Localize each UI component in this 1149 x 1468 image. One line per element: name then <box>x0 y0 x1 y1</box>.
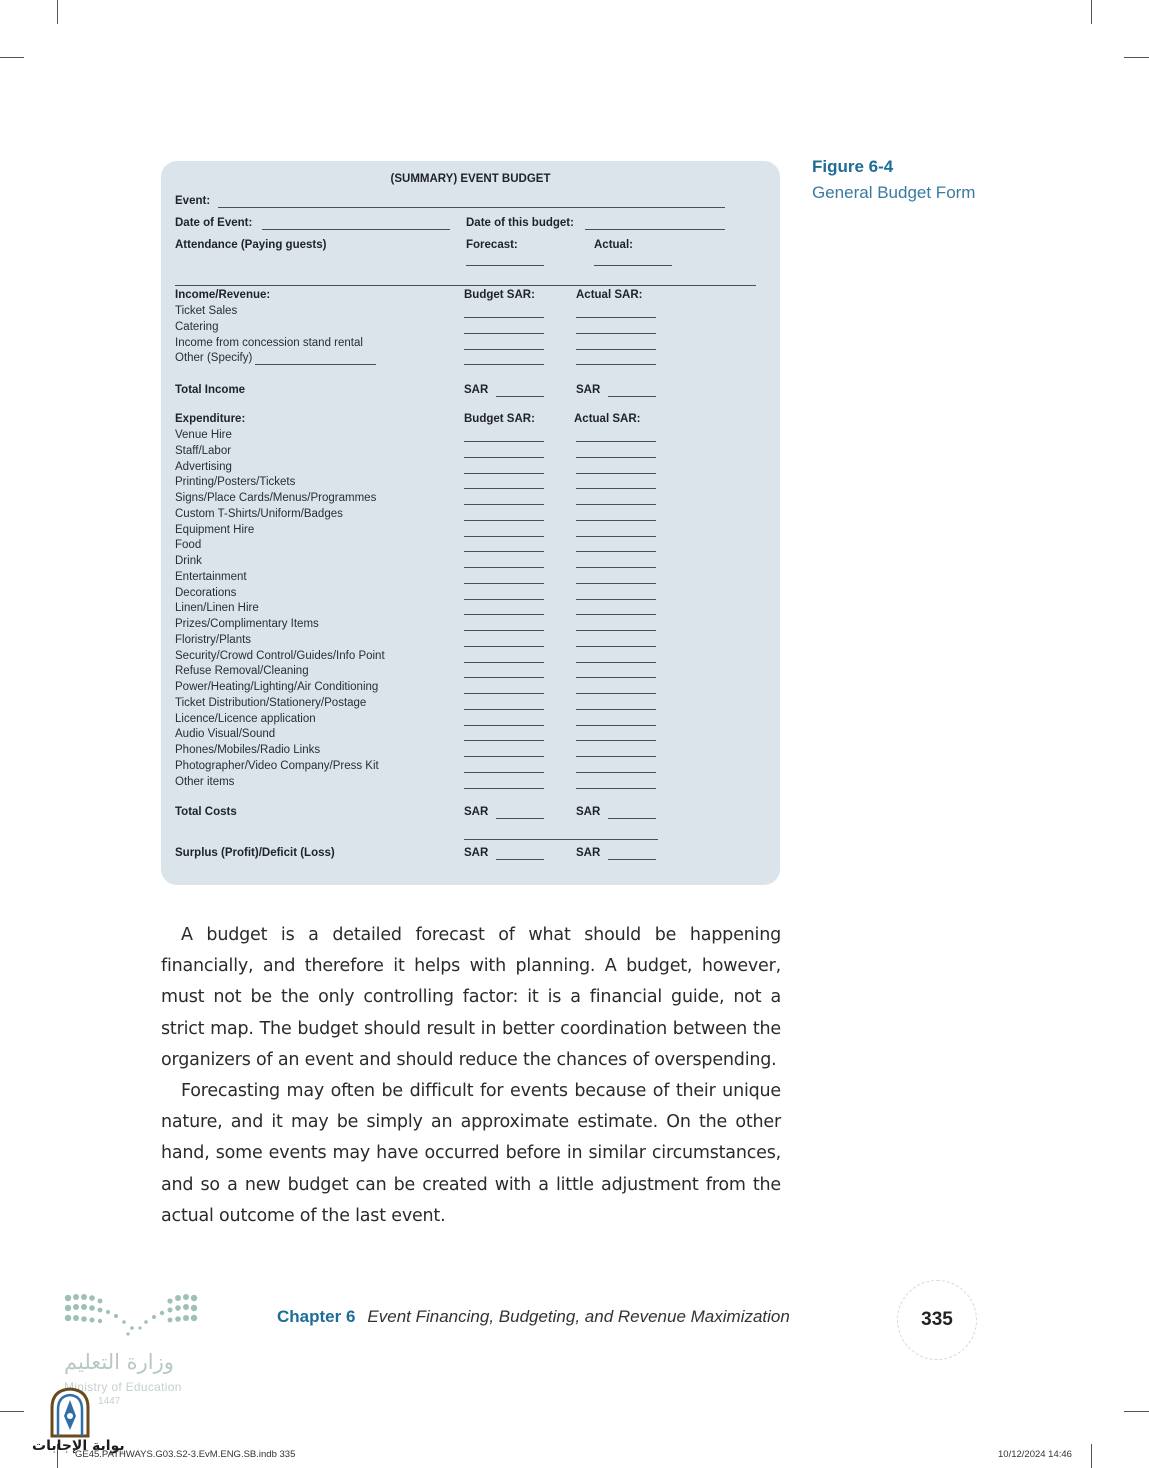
watermark-text: بوابة الإجابات <box>32 1438 125 1454</box>
income-heading: Income/Revenue: <box>175 289 271 301</box>
actual-entry-line <box>576 740 656 741</box>
surplus-actual-line <box>608 859 656 860</box>
budget-entry-line <box>464 583 544 584</box>
actual-entry-line <box>576 488 656 489</box>
surplus-budget-line <box>496 859 544 860</box>
budget-entry-line <box>464 473 544 474</box>
expenditure-item-label: Linen/Linen Hire <box>175 602 259 615</box>
expenditure-item-label: Ticket Distribution/Stationery/Postage <box>175 696 367 709</box>
budget-entry-line <box>464 756 544 757</box>
ministry-name-arabic: وزارة التعليم <box>64 1350 174 1374</box>
expenditure-item-label: Power/Heating/Lighting/Air Conditioning <box>175 681 379 693</box>
expenditure-item-label: Drink <box>175 555 202 567</box>
crop-mark <box>1091 0 1092 24</box>
surplus-actual-currency: SAR <box>576 847 601 859</box>
budget-entry-line <box>464 536 544 537</box>
actual-entry-line <box>576 599 656 600</box>
body-paragraph: Forecasting may often be difficult for events because of their unique nature, and it may be simply an approximate estimate. On the other hand, some events may have occurred before in similar circumstances, and so a new budget can be created with a little adjustment from the actual outcome of the last event. <box>161 1081 781 1226</box>
actual-entry-line <box>576 614 656 615</box>
expenditure-item-label: Other items <box>175 775 235 788</box>
total-income-actual-currency: SAR <box>576 384 601 396</box>
actual-entry-line <box>576 567 656 568</box>
actual-line <box>594 265 672 266</box>
actual-entry-line <box>576 756 656 757</box>
total-costs-actual-currency: SAR <box>576 806 601 818</box>
budget-entry-line <box>464 457 544 458</box>
expenditure-heading: Expenditure: <box>175 413 246 425</box>
budget-entry-line <box>464 349 544 350</box>
income-item-label: Other (Specify) <box>175 352 253 365</box>
actual-entry-line <box>576 677 656 678</box>
page-number: 335 <box>897 1280 977 1360</box>
budget-entry-line <box>464 504 544 505</box>
surplus-budget-currency: SAR <box>464 847 489 859</box>
budget-entry-line <box>464 551 544 552</box>
expenditure-actual-col: Actual SAR: <box>574 413 641 425</box>
expenditure-item-label: Security/Crowd Control/Guides/Info Point <box>175 649 385 662</box>
total-costs-budget-line <box>496 818 544 819</box>
actual-entry-line <box>576 646 656 647</box>
crop-mark <box>1124 57 1149 58</box>
income-item-label: Income from concession stand rental <box>175 336 363 349</box>
total-income-actual-line <box>608 396 656 397</box>
total-income-label: Total Income <box>175 384 246 396</box>
budget-entry-line <box>464 317 544 318</box>
budget-entry-line <box>464 567 544 568</box>
budget-entry-line <box>464 520 544 521</box>
actual-entry-line <box>576 364 656 365</box>
form-title: (SUMMARY) EVENT BUDGET <box>390 173 551 185</box>
budget-entry-line <box>464 725 544 726</box>
actual-entry-line <box>576 333 656 334</box>
crop-mark <box>0 57 24 58</box>
crop-mark <box>0 1411 24 1412</box>
event-label: Event: <box>175 195 211 207</box>
expenditure-item-label: Staff/Labor <box>175 444 232 457</box>
crop-mark <box>1124 1411 1149 1412</box>
body-paragraph: A budget is a detailed forecast of what should be happening financially, and therefore it helps with planning. A budget, however, must not be the only controlling factor: it is a financial guide, not a strict map. The budget should result in better coordination between the organizers of an event and should reduce the chances of overspending. <box>161 925 781 1070</box>
running-footer <box>277 1307 790 1327</box>
total-income-budget-currency: SAR <box>464 384 489 396</box>
date-of-event-line <box>262 229 450 230</box>
actual-entry-line <box>576 788 656 789</box>
chapter-label: Chapter 6 <box>277 1307 356 1326</box>
expenditure-item-label: Licence/Licence application <box>175 712 316 725</box>
actual-entry-line <box>576 709 656 710</box>
expenditure-item-label: Photographer/Video Company/Press Kit <box>175 759 379 772</box>
ministry-logo-dots <box>62 1292 202 1340</box>
date-of-budget-label: Date of this budget: <box>466 217 574 229</box>
actual-entry-line <box>576 693 656 694</box>
actual-entry-line <box>576 725 656 726</box>
actual-entry-line <box>576 583 656 584</box>
actual-entry-line <box>576 317 656 318</box>
slug-file: GE45.PATHWAYS.G03.S2-3.EvM.ENG.SB.indb 335 <box>75 1449 296 1460</box>
section-divider <box>175 285 756 286</box>
attendance-label: Attendance (Paying guests) <box>175 239 327 251</box>
expenditure-item-label: Custom T-Shirts/Uniform/Badges <box>175 507 343 520</box>
expenditure-item-label: Entertainment <box>175 570 247 583</box>
total-income-budget-line <box>496 396 544 397</box>
total-costs-label: Total Costs <box>175 806 237 818</box>
budget-entry-line <box>464 772 544 773</box>
total-costs-budget-currency: SAR <box>464 806 489 818</box>
expenditure-item-label: Venue Hire <box>175 429 232 441</box>
crop-mark <box>1091 1444 1092 1468</box>
ministry-name-english: Ministry of Education <box>64 1380 182 1394</box>
actual-entry-line <box>576 662 656 663</box>
budget-entry-line <box>464 364 544 365</box>
event-line <box>218 207 725 208</box>
expenditure-item-label: Signs/Place Cards/Menus/Programmes <box>175 492 377 504</box>
budget-entry-line <box>464 614 544 615</box>
budget-entry-line <box>464 709 544 710</box>
actual-entry-line <box>576 473 656 474</box>
actual-entry-line <box>576 536 656 537</box>
budget-form <box>161 161 780 885</box>
actual-entry-line <box>576 520 656 521</box>
actual-label: Actual: <box>594 239 633 251</box>
budget-entry-line <box>464 662 544 663</box>
expenditure-budget-col: Budget SAR: <box>464 413 535 425</box>
actual-entry-line <box>576 551 656 552</box>
income-item-label: Catering <box>175 320 219 333</box>
expenditure-item-label: Floristry/Plants <box>175 633 252 646</box>
budget-entry-line <box>464 441 544 442</box>
actual-entry-line <box>576 349 656 350</box>
other-specify-line <box>255 364 376 365</box>
forecast-line <box>466 265 544 266</box>
expenditure-item-label: Printing/Posters/Tickets <box>175 476 296 489</box>
actual-entry-line <box>576 630 656 631</box>
surplus-divider <box>464 839 658 840</box>
watermark-emblem-icon <box>48 1386 92 1438</box>
income-item-label: Ticket Sales <box>175 305 238 317</box>
budget-entry-line <box>464 599 544 600</box>
forecast-label: Forecast: <box>466 239 518 251</box>
total-costs-actual-line <box>608 818 656 819</box>
actual-entry-line <box>576 441 656 442</box>
actual-entry-line <box>576 504 656 505</box>
budget-entry-line <box>464 677 544 678</box>
figure-number: Figure 6-4 <box>812 157 894 176</box>
date-of-budget-line <box>585 229 725 230</box>
budget-entry-line <box>464 488 544 489</box>
budget-entry-line <box>464 788 544 789</box>
crop-mark <box>57 0 58 24</box>
budget-entry-line <box>464 693 544 694</box>
expenditure-item-label: Phones/Mobiles/Radio Links <box>175 744 321 756</box>
budget-entry-line <box>464 646 544 647</box>
budget-entry-line <box>464 740 544 741</box>
budget-entry-line <box>464 630 544 631</box>
actual-entry-line <box>576 772 656 773</box>
ministry-year: 1447 <box>98 1396 121 1407</box>
expenditure-item-label: Prizes/Complimentary Items <box>175 618 319 630</box>
slug-date: 10/12/2024 14:46 <box>998 1449 1072 1460</box>
budget-entry-line <box>464 333 544 334</box>
expenditure-item-label: Decorations <box>175 586 237 599</box>
figure-caption: General Budget Form <box>812 183 976 202</box>
date-of-event-label: Date of Event: <box>175 217 253 229</box>
actual-entry-line <box>576 457 656 458</box>
expenditure-item-label: Advertising <box>175 460 232 473</box>
expenditure-item-label: Food <box>175 539 202 552</box>
surplus-label: Surplus (Profit)/Deficit (Loss) <box>175 847 335 859</box>
expenditure-item-label: Refuse Removal/Cleaning <box>175 665 309 678</box>
expenditure-item-label: Equipment Hire <box>175 523 255 536</box>
income-actual-col: Actual SAR: <box>576 289 643 301</box>
expenditure-item-label: Audio Visual/Sound <box>175 728 276 741</box>
chapter-title: Event Financing, Budgeting, and Revenue Maximization <box>367 1307 790 1326</box>
income-budget-col: Budget SAR: <box>464 289 535 301</box>
